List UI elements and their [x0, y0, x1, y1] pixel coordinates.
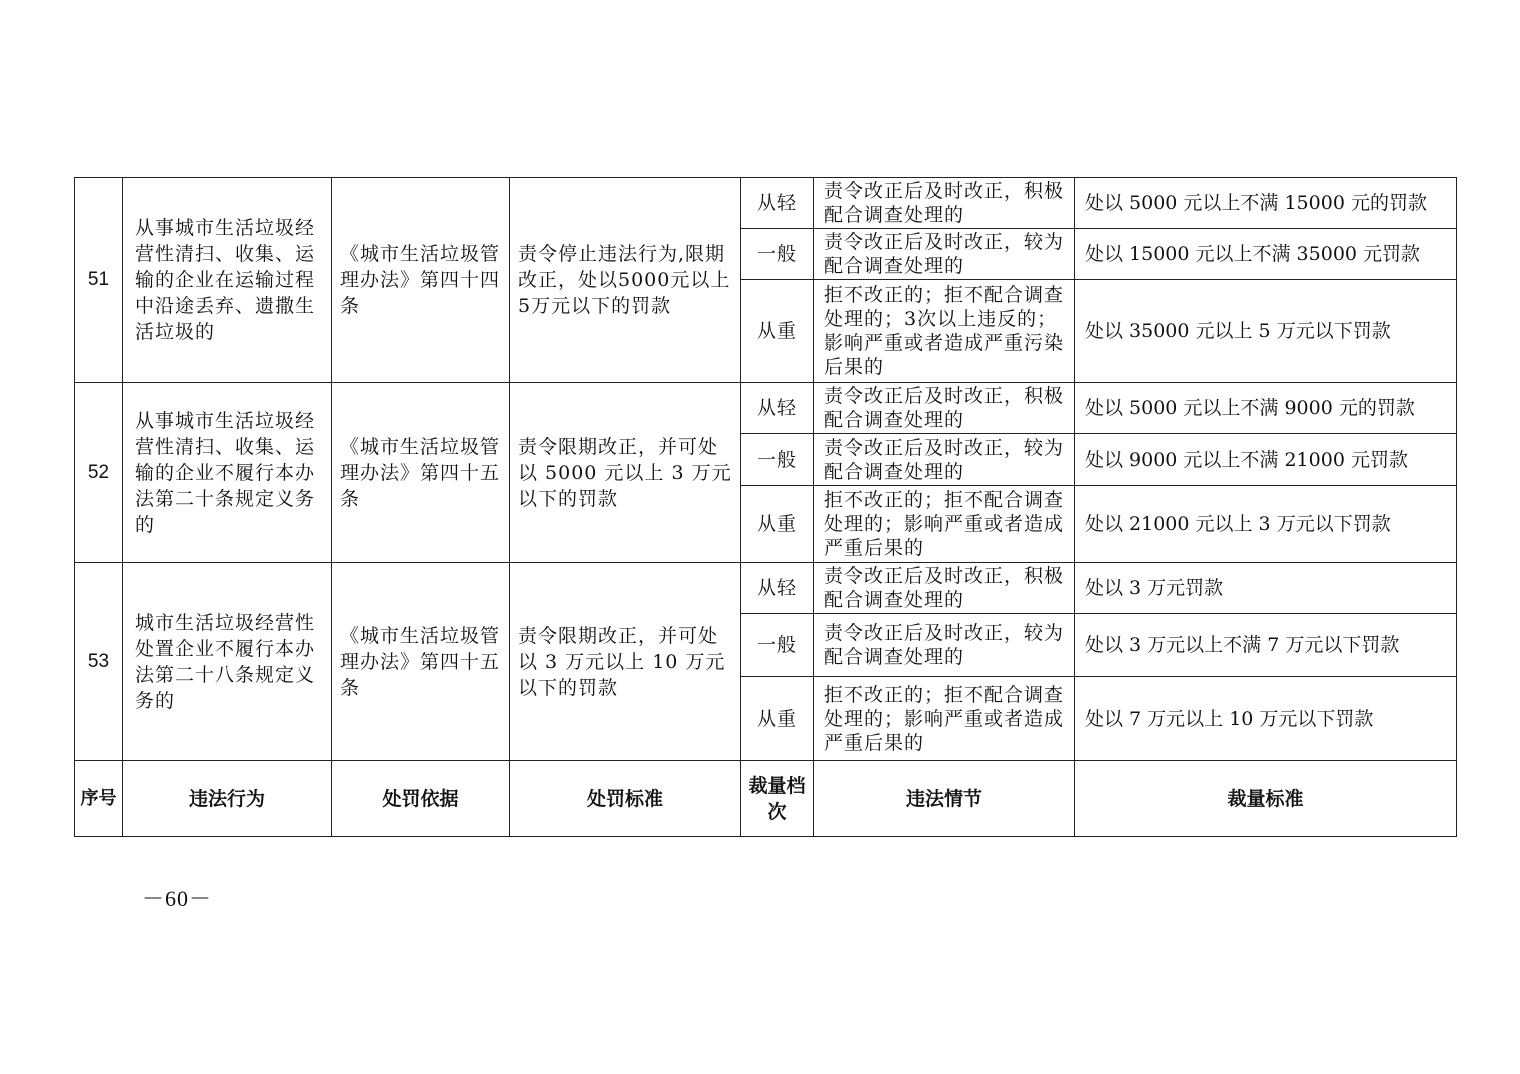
tier-discretion: 处以 21000 元以上 3 万元以下罚款	[1075, 486, 1457, 563]
tier-circumstance: 拒不改正的；拒不配合调查处理的；影响严重或者造成严重后果的	[814, 486, 1075, 563]
tier-circumstance: 责令改正后及时改正，积极配合调查处理的	[814, 563, 1075, 614]
tier-level: 一般	[741, 434, 814, 486]
basis-cell: 《城市生活垃圾管理办法》第四十五条	[332, 383, 510, 563]
table-header-row	[75, 761, 1457, 837]
header-discretion: 裁量标准	[1075, 761, 1457, 837]
standard-cell: 责令停止违法行为,限期改正，处以5000元以上5万元以下的罚款	[510, 178, 741, 383]
tier-discretion: 处以 15000 元以上不满 35000 元罚款	[1075, 229, 1457, 280]
tier-circumstance: 拒不改正的；拒不配合调查处理的；3次以上违反的；影响严重或者造成严重污染后果的	[814, 280, 1075, 383]
violation-cell: 从事城市生活垃圾经营性清扫、收集、运输的企业在运输过程中沿途丢弃、遗撒生活垃圾的	[123, 178, 332, 383]
header-circumstance: 违法情节	[814, 761, 1075, 837]
header-violation: 违法行为	[123, 761, 332, 837]
tier-level: 从重	[741, 486, 814, 563]
tier-level: 从轻	[741, 383, 814, 434]
penalty-discretion-table	[74, 177, 1457, 837]
table-row	[75, 563, 1457, 614]
tier-level: 从重	[741, 677, 814, 761]
tier-discretion: 处以 7 万元以上 10 万元以下罚款	[1075, 677, 1457, 761]
tier-level: 一般	[741, 229, 814, 280]
tier-discretion: 处以 5000 元以上不满 9000 元的罚款	[1075, 383, 1457, 434]
table-row	[75, 178, 1457, 229]
table-row	[75, 383, 1457, 434]
entry-number: 53	[75, 563, 123, 761]
violation-cell: 从事城市生活垃圾经营性清扫、收集、运输的企业不履行本办法第二十条规定义务的	[123, 383, 332, 563]
tier-circumstance: 责令改正后及时改正，较为配合调查处理的	[814, 614, 1075, 677]
tier-level: 从轻	[741, 178, 814, 229]
tier-discretion: 处以 3 万元罚款	[1075, 563, 1457, 614]
entry-number: 51	[75, 178, 123, 383]
tier-discretion: 处以 5000 元以上不满 15000 元的罚款	[1075, 178, 1457, 229]
tier-circumstance: 责令改正后及时改正，较为配合调查处理的	[814, 434, 1075, 486]
header-number: 序号	[75, 761, 123, 837]
basis-cell: 《城市生活垃圾管理办法》第四十四条	[332, 178, 510, 383]
page-number: －60－	[142, 886, 213, 911]
tier-circumstance: 拒不改正的；拒不配合调查处理的；影响严重或者造成严重后果的	[814, 677, 1075, 761]
tier-discretion: 处以 3 万元以上不满 7 万元以下罚款	[1075, 614, 1457, 677]
entry-number: 52	[75, 383, 123, 563]
header-standard: 处罚标准	[510, 761, 741, 837]
tier-discretion: 处以 9000 元以上不满 21000 元罚款	[1075, 434, 1457, 486]
tier-circumstance: 责令改正后及时改正，积极配合调查处理的	[814, 383, 1075, 434]
standard-cell: 责令限期改正，并可处以 5000 元以上 3 万元以下的罚款	[510, 383, 741, 563]
tier-discretion: 处以 35000 元以上 5 万元以下罚款	[1075, 280, 1457, 383]
tier-circumstance: 责令改正后及时改正，积极配合调查处理的	[814, 178, 1075, 229]
header-basis: 处罚依据	[332, 761, 510, 837]
standard-cell: 责令限期改正，并可处以 3 万元以上 10 万元以下的罚款	[510, 563, 741, 761]
tier-circumstance: 责令改正后及时改正，较为配合调查处理的	[814, 229, 1075, 280]
violation-cell: 城市生活垃圾经营性处置企业不履行本办法第二十八条规定义务的	[123, 563, 332, 761]
tier-level: 一般	[741, 614, 814, 677]
tier-level: 从轻	[741, 563, 814, 614]
basis-cell: 《城市生活垃圾管理办法》第四十五条	[332, 563, 510, 761]
tier-level: 从重	[741, 280, 814, 383]
header-level: 裁量档次	[741, 761, 814, 837]
